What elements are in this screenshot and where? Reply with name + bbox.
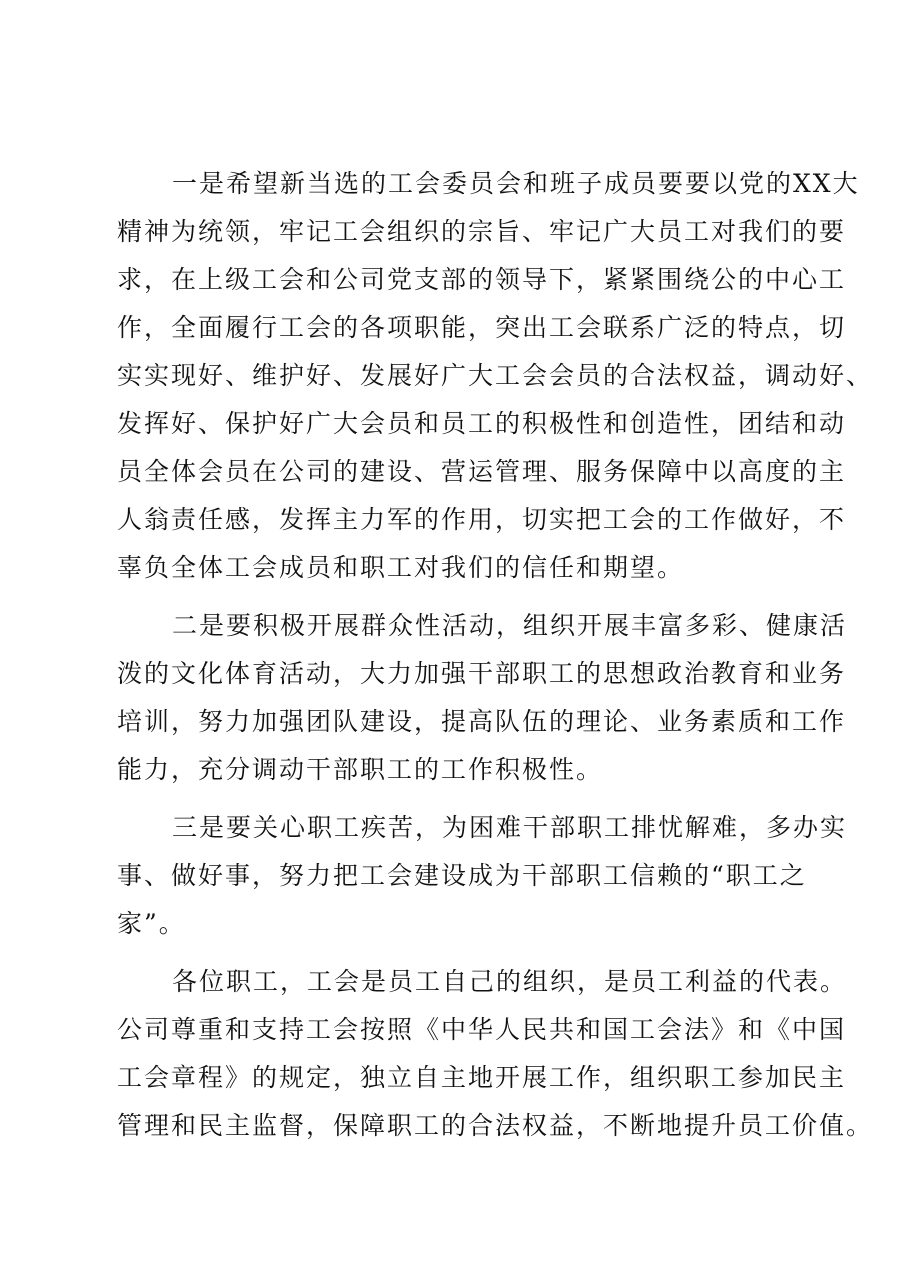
text-line: 各位职工，工会是员工自己的组织，是员工利益的代表。: [172, 967, 848, 996]
text-line: 泼的文化体育活动，大力加强干部职工的思想政治教育和业务: [117, 659, 847, 688]
text-line: 精神为统领，牢记工会组织的宗旨、牢记广大员工对我们的要: [117, 217, 847, 246]
text-line: 人翁责任感，发挥主力军的作用，切实把工会的工作做好，不: [117, 505, 847, 534]
text-line: 二是要积极开展群众性活动，组织开展丰富多彩、健康活: [172, 611, 848, 640]
text-line: 事、做好事，努力把工会建设成为干部职工信赖的“职工之: [117, 861, 807, 890]
paragraph-spacer: [117, 592, 827, 602]
text-line: 员全体会员在公司的建设、营运管理、服务保障中以高度的主: [117, 457, 847, 486]
text-line: 辜负全体工会成员和职工对我们的信任和期望。: [117, 553, 685, 582]
text-line: 发挥好、保护好广大会员和员工的积极性和创造性，团结和动: [117, 409, 847, 438]
text-line: 管理和民主监督，保障职工的合法权益，不断地提升员工价值。: [117, 1111, 874, 1140]
text-line: 一是希望新当选的工会委员会和班子成员要要以党的XX大: [172, 169, 860, 198]
paragraph-1: [117, 160, 874, 592]
paragraph-2: [117, 602, 848, 794]
text-line: 三是要关心职工疾苦，为困难干部职工排忧解难，多办实: [172, 813, 848, 842]
text-line: 作，全面履行工会的各项职能，突出工会联系广泛的特点，切: [117, 313, 847, 342]
paragraph-3: [117, 804, 848, 948]
text-line: 求，在上级工会和公司党支部的领导下，紧紧围绕公的中心工: [117, 265, 847, 294]
paragraph-4: [117, 958, 874, 1150]
document-body: [117, 160, 874, 1150]
text-line: 家”。: [117, 909, 186, 938]
text-line: 能力，充分调动干部职工的工作积极性。: [117, 755, 604, 784]
text-line: 培训，努力加强团队建设，提高队伍的理论、业务素质和工作: [117, 707, 847, 736]
text-line: 工会章程》的规定，独立自主地开展工作，组织职工参加民主: [117, 1063, 847, 1092]
paragraph-spacer: [117, 794, 827, 804]
text-line: 实实现好、维护好、发展好广大工会会员的合法权益，调动好、: [117, 361, 874, 390]
text-line: 公司尊重和支持工会按照《中华人民共和国工会法》和《中国: [117, 1015, 847, 1044]
paragraph-spacer: [117, 948, 827, 958]
